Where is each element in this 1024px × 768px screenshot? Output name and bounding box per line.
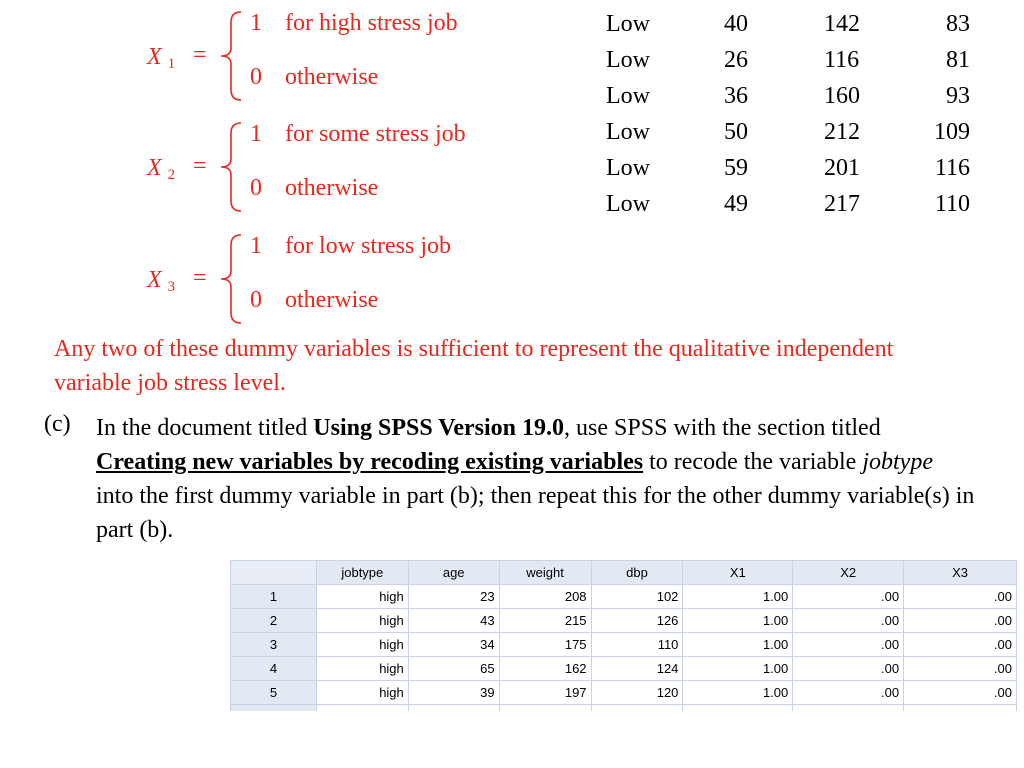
row-header[interactable]: 5: [231, 681, 317, 705]
case-zero-text: otherwise: [285, 64, 379, 90]
table-cell[interactable]: 126: [591, 609, 683, 633]
case-one-text: for some stress job: [285, 121, 466, 147]
age-cell: 50: [724, 119, 748, 145]
age-cell: 40: [724, 11, 748, 37]
variable-name: X $_1$: [147, 44, 176, 72]
data-row: [606, 150, 976, 186]
data-row: [606, 78, 976, 114]
table-cell[interactable]: .00: [793, 633, 904, 657]
document-title: Using SPSS Version 19.0: [313, 415, 565, 441]
table-row: [231, 681, 1017, 705]
case-one-value: 1: [250, 233, 262, 259]
table-cell[interactable]: 124: [591, 657, 683, 681]
table-cell[interactable]: .00: [904, 609, 1017, 633]
table-cell[interactable]: [904, 705, 1017, 712]
table-row: [231, 609, 1017, 633]
table-row-partial: [231, 705, 1017, 712]
spss-header-row: [231, 561, 1017, 585]
dbp-cell: 109: [934, 119, 970, 145]
dbp-cell: 116: [934, 155, 970, 181]
data-row: [606, 114, 976, 150]
instruction-text: In the document titled: [96, 415, 314, 441]
weight-cell: 142: [824, 11, 860, 37]
weight-cell: 201: [824, 155, 860, 181]
curly-brace-icon: [215, 10, 245, 102]
curly-brace-icon: [215, 233, 245, 325]
column-header-x1[interactable]: X1: [683, 561, 793, 585]
grid-corner[interactable]: [231, 561, 317, 585]
column-header-x3[interactable]: X3: [904, 561, 1017, 585]
case-one-value: 1: [250, 10, 262, 36]
table-cell[interactable]: 102: [591, 585, 683, 609]
case-one-value: 1: [250, 121, 262, 147]
table-cell[interactable]: .00: [904, 633, 1017, 657]
age-cell: 26: [724, 47, 748, 73]
stress-cell: Low: [606, 119, 650, 145]
table-cell[interactable]: [591, 705, 683, 712]
variable-subscript: 2: [167, 167, 176, 183]
table-cell[interactable]: 197: [499, 681, 591, 705]
stress-cell: Low: [606, 83, 650, 109]
age-cell: 49: [724, 191, 748, 217]
part-c-instructions: [96, 411, 976, 547]
part-label: (c): [44, 411, 71, 437]
case-zero-value: 0: [250, 64, 262, 90]
table-cell[interactable]: 1.00: [683, 633, 793, 657]
stress-cell: Low: [606, 191, 650, 217]
variable-subscript: 1: [167, 56, 176, 72]
variable-subscript: 3: [167, 279, 176, 295]
dbp-cell: 81: [946, 47, 970, 73]
case-zero-value: 0: [250, 175, 262, 201]
instruction-text: to recode the variable: [643, 449, 863, 475]
table-cell[interactable]: .00: [904, 657, 1017, 681]
case-zero-value: 0: [250, 287, 262, 313]
table-cell[interactable]: .00: [793, 681, 904, 705]
case-zero-text: otherwise: [285, 287, 379, 313]
dbp-cell: 83: [946, 11, 970, 37]
curly-brace-icon: [215, 121, 245, 213]
table-row: [231, 657, 1017, 681]
table-cell[interactable]: 215: [499, 609, 591, 633]
table-cell[interactable]: high: [316, 657, 408, 681]
case-zero-text: otherwise: [285, 175, 379, 201]
table-cell[interactable]: [499, 705, 591, 712]
weight-cell: 212: [824, 119, 860, 145]
dbp-cell: 93: [946, 83, 970, 109]
table-cell[interactable]: 1.00: [683, 609, 793, 633]
variable-name-jobtype: jobtype: [862, 449, 933, 475]
stress-cell: Low: [606, 155, 650, 181]
table-cell[interactable]: 162: [499, 657, 591, 681]
data-row: [606, 186, 976, 222]
column-header-weight[interactable]: weight: [499, 561, 591, 585]
row-header[interactable]: 3: [231, 633, 317, 657]
table-cell[interactable]: high: [316, 681, 408, 705]
column-header-jobtype[interactable]: jobtype: [316, 561, 408, 585]
table-cell[interactable]: .00: [904, 585, 1017, 609]
table-cell[interactable]: 65: [408, 657, 499, 681]
dummy-variable-note: Any two of these dummy variables is sufficient to represent the qualitative independent variable job stress level.: [54, 336, 894, 396]
table-cell[interactable]: high: [316, 585, 408, 609]
instruction-text: , use SPSS with the section titled: [564, 415, 881, 441]
weight-cell: 116: [824, 47, 860, 73]
column-header-dbp[interactable]: dbp: [591, 561, 683, 585]
row-header[interactable]: 4: [231, 657, 317, 681]
table-cell[interactable]: 120: [591, 681, 683, 705]
case-one-text: for low stress job: [285, 233, 451, 259]
table-cell[interactable]: 175: [499, 633, 591, 657]
table-cell[interactable]: 110: [591, 633, 683, 657]
table-row: [231, 585, 1017, 609]
table-cell[interactable]: .00: [793, 609, 904, 633]
table-cell[interactable]: high: [316, 633, 408, 657]
table-cell[interactable]: 1.00: [683, 585, 793, 609]
age-cell: 36: [724, 83, 748, 109]
column-header-age[interactable]: age: [408, 561, 499, 585]
table-cell[interactable]: .00: [904, 681, 1017, 705]
dbp-cell: 110: [934, 191, 970, 217]
table-cell[interactable]: 23: [408, 585, 499, 609]
table-cell[interactable]: [316, 705, 408, 712]
row-header[interactable]: [231, 705, 317, 712]
equals-sign: =: [193, 265, 207, 291]
table-cell[interactable]: 39: [408, 681, 499, 705]
table-cell[interactable]: [408, 705, 499, 712]
weight-cell: 160: [824, 83, 860, 109]
dummy-definition-x2: [147, 121, 527, 221]
table-cell[interactable]: 34: [408, 633, 499, 657]
weight-cell: 217: [824, 191, 860, 217]
case-one-text: for high stress job: [285, 10, 458, 36]
row-header[interactable]: 2: [231, 609, 317, 633]
table-cell[interactable]: 1.00: [683, 657, 793, 681]
data-row: [606, 42, 976, 78]
table-cell[interactable]: high: [316, 609, 408, 633]
equals-sign: =: [193, 42, 207, 68]
column-header-x2[interactable]: X2: [793, 561, 904, 585]
dummy-definition-x3: [147, 233, 527, 333]
table-cell[interactable]: 1.00: [683, 681, 793, 705]
variable-name: X $_3$: [147, 267, 176, 295]
stress-cell: Low: [606, 47, 650, 73]
table-cell[interactable]: .00: [793, 657, 904, 681]
stress-cell: Low: [606, 11, 650, 37]
low-stress-data-table: [606, 6, 976, 222]
section-title: Creating new variables by recoding existing variables: [96, 449, 644, 475]
spss-data-view: [230, 560, 1017, 711]
table-cell[interactable]: 43: [408, 609, 499, 633]
equals-sign: =: [193, 153, 207, 179]
dummy-definition-x1: [147, 10, 527, 110]
table-cell[interactable]: [683, 705, 793, 712]
spss-grid: [230, 560, 1017, 711]
table-cell[interactable]: [793, 705, 904, 712]
row-header[interactable]: 1: [231, 585, 317, 609]
variable-name: X $_2$: [147, 155, 176, 183]
table-cell[interactable]: .00: [793, 585, 904, 609]
age-cell: 59: [724, 155, 748, 181]
instruction-text: into the first dummy variable in part (b); then repeat this for the other dummy variable(s) in part (b).: [96, 483, 975, 543]
table-row: [231, 633, 1017, 657]
table-cell[interactable]: 208: [499, 585, 591, 609]
data-row: [606, 6, 976, 42]
